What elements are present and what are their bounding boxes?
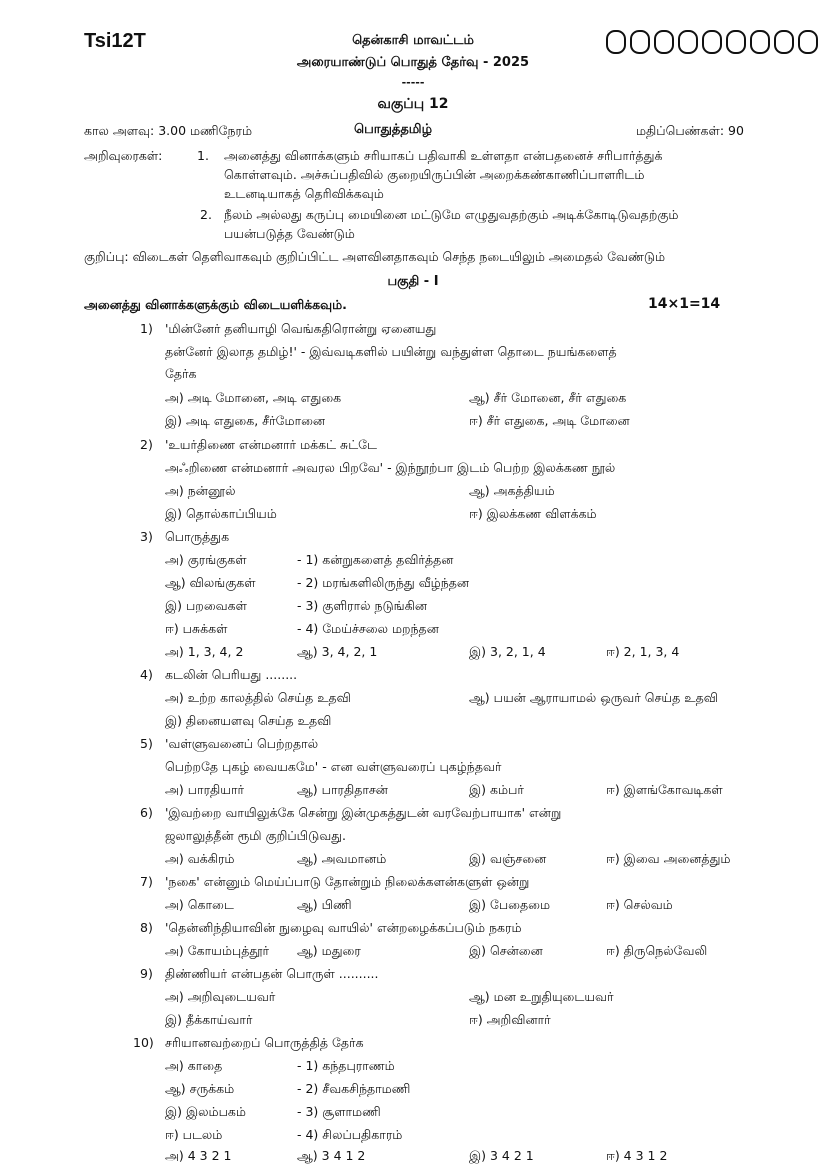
answer-option[interactable]: ஈ) இவை அனைத்தும் [606,851,731,866]
header-dashes: ----- [401,76,425,89]
question-text: 'வள்ளுவனைப் பெற்றதால் [165,736,319,751]
answer-option[interactable]: ஈ) செல்வம் [606,897,673,912]
match-left-item: ஈ) பசுக்கள் [165,621,228,636]
instructions-label: அறிவுரைகள்: [84,148,163,163]
answer-option[interactable]: ஈ) இலக்கண விளக்கம் [469,506,597,521]
match-left-item: ஆ) சருக்கம் [165,1081,235,1096]
instruction-note: குறிப்பு: விடைகள் தெளிவாகவும் குறிப்பிட்ட அளவினதாகவும் செந்த நடையிலும் அமைதல் வேண்டும் [84,249,666,264]
instruction-line: பயன்படுத்த வேண்டும் [224,226,355,241]
match-right-item: - 1) கந்தபுராணம் [297,1058,395,1073]
answer-option[interactable]: ஈ) இளங்கோவடிகள் [606,782,723,797]
answer-option[interactable]: அ) கொடை [165,897,234,912]
instruction-line: அனைத்து வினாக்களும் சரியாகப் பதிவாகி உள்ளதா என்பதனைச் சரிபார்த்துக் [224,148,663,163]
instruction-number: 1. [197,148,209,163]
answer-option[interactable]: அ) பாரதியார் [165,782,245,797]
match-right-item: - 3) குளிரால் நடுங்கின [297,598,427,613]
answer-option[interactable]: அ) அறிவுடையவர் [165,989,276,1004]
match-right-item: - 1) கன்றுகளைத் தவிர்த்தன [297,552,454,567]
instruction-line: நீலம் அல்லது கருப்பு மையினை மட்டுமே எழுதுவதற்கும் அடிக்கோடிடுவதற்கும் [224,207,679,222]
answer-option[interactable]: ஈ) 4 3 1 2 [606,1148,668,1163]
question-text: அஃறிணை என்மனார் அவரல பிறவே' - இந்நூற்பா இடம் பெற்ற இலக்கண நூல் [165,460,616,475]
question-text: தன்னேர் இலாத தமிழ்!' - இவ்வடிகளில் பயின்று வந்துள்ள தொடை நயங்களைத் [165,344,617,359]
match-left-item: ஆ) விலங்குகள் [165,575,256,590]
question-number: 2) [140,437,153,452]
question-text: ஜலாலுத்தீன் ரூமி குறிப்பிடுவது. [165,828,347,843]
part-instruction: அனைத்து வினாக்களுக்கும் விடையளிக்கவும். [84,297,347,312]
match-left-item: ஈ) படலம் [165,1127,223,1142]
question-text: பெற்றதே புகழ் வையகமே' - என வள்ளுவரைப் புகழ்ந்தவர் [165,759,502,774]
question-number: 1) [140,321,153,336]
answer-option[interactable]: ஆ) அகத்தியம் [469,483,555,498]
exam-title: அரையாண்டுப் பொதுத் தேர்வு - 2025 [296,55,530,70]
instruction-number: 2. [200,207,212,222]
question-text: 'தென்னிந்தியாவின் நுழைவு வாயில்' என்றழைக்கப்படும் நகரம் [165,920,522,935]
question-text: திண்ணியர் என்பதன் பொருள் .......... [165,966,379,981]
answer-option[interactable]: அ) 4 3 2 1 [165,1148,232,1163]
question-number: 6) [140,805,153,820]
match-right-item: - 4) மேய்ச்சலை மறந்தன [297,621,439,636]
answer-option[interactable]: ஆ) அவமானம் [297,851,387,866]
answer-option[interactable]: ஆ) 3, 4, 2, 1 [297,644,378,659]
part-marks: 14×1=14 [648,296,721,312]
question-text: சரியானவற்றைப் பொருத்தித் தேர்க [165,1035,364,1050]
answer-option[interactable]: இ) 3, 2, 1, 4 [469,644,546,659]
match-left-item: அ) காதை [165,1058,223,1073]
answer-option[interactable]: அ) வக்கிரம் [165,851,235,866]
answer-option[interactable]: ஈ) 2, 1, 3, 4 [606,644,680,659]
class-title: வகுப்பு 12 [377,96,449,112]
answer-option[interactable]: ஈ) சீர் எதுகை, அடி மோனை [469,413,630,428]
question-text: 'மின்னேர் தனியாழி வெங்கதிரொன்று ஏனையது [165,321,437,336]
question-text: 'இவற்றை வாயிலுக்கே சென்று இன்முகத்துடன் வரவேற்பாயாக' என்று [165,805,562,820]
match-right-item: - 3) சூளாமணி [297,1104,381,1119]
question-number: 8) [140,920,153,935]
answer-option[interactable]: ஆ) பயன் ஆராயாமல் ஒருவர் செய்த உதவி [469,690,718,705]
answer-option[interactable]: அ) கோயம்புத்தூர் [165,943,270,958]
match-right-item: - 2) மரங்களிலிருந்து வீழ்ந்தன [297,575,470,590]
answer-option[interactable]: அ) நன்னூல் [165,483,236,498]
answer-option[interactable]: ஆ) சீர் மோனை, சீர் எதுகை [469,390,627,405]
answer-option[interactable]: இ) அடி எதுகை, சீர்மோனை [165,413,326,428]
answer-option[interactable]: இ) தீக்காய்வார் [165,1012,253,1027]
answer-option[interactable]: இ) 3 4 2 1 [469,1148,534,1163]
answer-option[interactable]: ஆ) பிணி [297,897,352,912]
question-text: கடலின் பெரியது ........ [165,667,298,682]
answer-option[interactable]: இ) வஞ்சனை [469,851,547,866]
time-duration: கால அளவு: 3.00 மணிநேரம் [84,123,253,138]
answer-option[interactable]: அ) அடி மோனை, அடி எதுகை [165,390,342,405]
question-number: 4) [140,667,153,682]
answer-option[interactable]: ஆ) மன உறுதியுடையவர் [469,989,614,1004]
answer-option[interactable]: அ) 1, 3, 4, 2 [165,644,244,659]
match-left-item: அ) குரங்குகள் [165,552,247,567]
total-marks: மதிப்பெண்கள்: 90 [636,123,744,138]
paper-code: Tsi12T [84,30,146,52]
answer-option[interactable]: இ) தொல்காப்பியம் [165,506,277,521]
question-number: 7) [140,874,153,889]
match-left-item: இ) பறவைகள் [165,598,247,613]
instruction-line: கொள்ளவும். அச்சுப்பதிவில் குறையிருப்பின் அறைக்கண்காணிப்பாளரிடம் [224,167,645,182]
answer-option[interactable]: ஆ) மதுரை [297,943,361,958]
district-name: தென்காசி மாவட்டம் [352,33,474,48]
question-text: பொருத்துக [165,529,230,544]
part-title: பகுதி - I [387,274,439,289]
answer-option[interactable]: ஆ) பாரதிதாசன் [297,782,388,797]
question-number: 10) [133,1035,154,1050]
answer-option[interactable]: ஈ) அறிவினார் [469,1012,551,1027]
question-number: 5) [140,736,153,751]
match-left-item: இ) இலம்பகம் [165,1104,246,1119]
instruction-line: உடனடியாகத் தெரிவிக்கவும் [224,186,384,201]
question-number: 9) [140,966,153,981]
match-right-item: - 4) சிலப்பதிகாரம் [297,1127,403,1142]
answer-option[interactable]: இ) கம்பர் [469,782,524,797]
question-text: 'நகை' என்னும் மெய்ப்பாடு தோன்றும் நிலைக்களன்களுள் ஒன்று [165,874,530,889]
answer-option[interactable]: இ) தினையளவு செய்த உதவி [165,713,332,728]
subject-title: பொதுத்தமிழ் [354,122,433,137]
answer-option[interactable]: ஆ) 3 4 1 2 [297,1148,366,1163]
answer-option[interactable]: இ) சென்னை [469,943,543,958]
match-right-item: - 2) சீவகசிந்தாமணி [297,1081,411,1096]
answer-option[interactable]: அ) உற்ற காலத்தில் செய்த உதவி [165,690,351,705]
question-number: 3) [140,529,153,544]
question-text: 'உயர்திணை என்மனார் மக்கட் சுட்டே [165,437,377,452]
question-text: தேர்க [165,366,197,381]
answer-option[interactable]: ஈ) திருநெல்வேலி [606,943,708,958]
answer-option[interactable]: இ) பேதைமை [469,897,551,912]
